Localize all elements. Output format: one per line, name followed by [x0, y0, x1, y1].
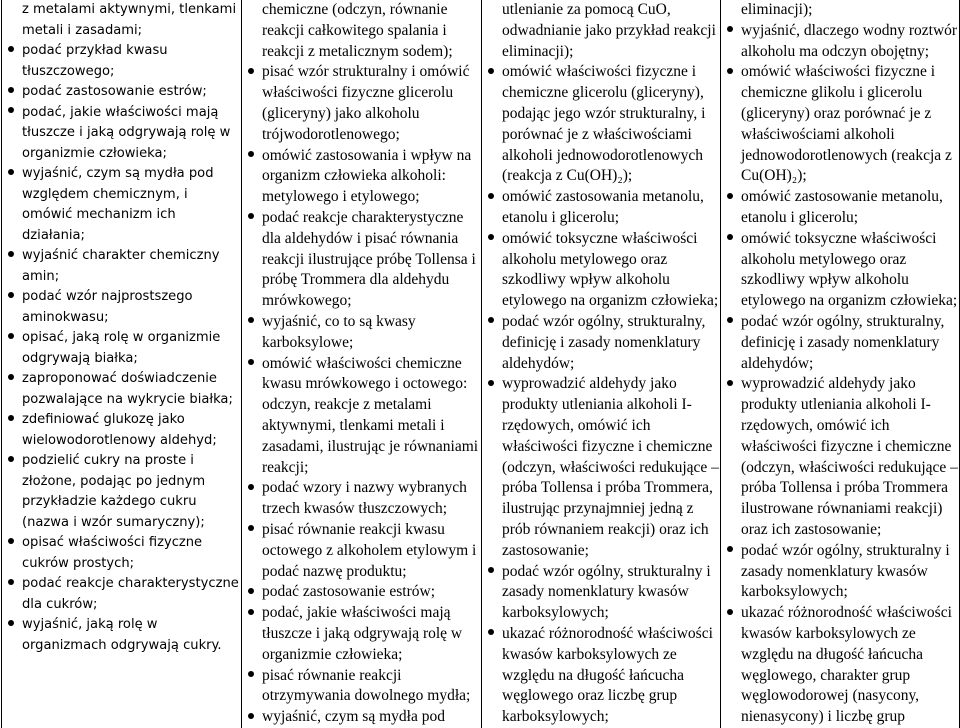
- bullet-icon: [8, 615, 18, 636]
- item-text: omówić toksyczne właściwości alkoholu metylowego oraz szkodliwy wpływ alkoholu etylowego na organizm człowieka;: [502, 229, 719, 310]
- item-text: podać przykład kwasu tłuszczowego;: [22, 43, 168, 79]
- list-item: [488, 374, 720, 561]
- item-text: wyjaśnić, jaką rolę w organizmach odgrywają cukry.: [22, 617, 222, 653]
- column-3: [482, 0, 721, 728]
- bullet-icon: [488, 624, 498, 645]
- item-text: eliminacji);: [741, 1, 813, 18]
- bullet-icon: [8, 287, 18, 308]
- list-item: [488, 62, 720, 187]
- item-text: podzielić cukry na proste i złożone, podając po jednym przykładzie każdego cukru (nazwa i wzór sumaryczny);: [22, 453, 206, 530]
- list-item: [727, 229, 959, 312]
- item-text: pisać równanie reakcji otrzymywania dowolnego mydła;: [262, 666, 471, 705]
- bullet-icon: [727, 62, 737, 83]
- bullet-icon: [248, 666, 258, 687]
- bullet-icon: [488, 374, 498, 395]
- bullet-icon: [727, 374, 737, 395]
- bullet-icon: [248, 520, 258, 541]
- bullet-icon: [488, 312, 498, 333]
- list-item: [727, 187, 959, 229]
- list-item: [248, 478, 481, 520]
- column-2: [242, 0, 482, 728]
- item-text: zaproponować doświadczenie pozwalające na wykrycie białka;: [22, 371, 233, 407]
- list-item: [248, 582, 481, 603]
- list-item-continuation: [727, 0, 959, 21]
- bullet-icon: [248, 582, 258, 603]
- item-text: podać zastosowanie estrów;: [22, 84, 207, 99]
- bullet-icon: [727, 312, 737, 333]
- column-4: [721, 0, 960, 728]
- bullet-icon: [248, 478, 258, 499]
- item-text: opisać, jaką rolę w organizmie odgrywają białka;: [22, 330, 221, 366]
- item-text: ukazać różnorodność właściwości kwasów karboksylowych ze względu na długość łańcucha węglowego, charakter grup węglowodorowej (nasycony, nienasycony) i liczbę grup: [741, 604, 952, 726]
- item-text: omówić zastosowania i wpływ na organizm człowieka alkoholi: metylowego i etylowego;: [262, 146, 472, 206]
- item-text: podać wzór ogólny, strukturalny, definicję i zasady nomenklatury aldehydów;: [502, 312, 706, 372]
- bullet-icon: [248, 603, 258, 624]
- bullet-icon: [488, 229, 498, 250]
- bullet-icon: [488, 62, 498, 83]
- list-item: [488, 562, 720, 624]
- bullet-icon: [727, 541, 737, 562]
- bullet-icon: [8, 103, 18, 124]
- column-1: [2, 0, 242, 728]
- list-item: [727, 62, 959, 187]
- list-item: [727, 603, 959, 728]
- list-item: [8, 287, 241, 328]
- item-text: omówić właściwości fizyczne i chemiczne glikolu i glicerolu (gliceryny) oraz porównać je z właściwościami alkoholi jednowodorotlenowych (reakcja z Cu(OH)₂);: [741, 63, 952, 185]
- bullet-icon: [248, 707, 258, 728]
- item-text: wyjaśnić, czym są mydła pod: [262, 708, 445, 726]
- bullet-icon: [727, 229, 737, 250]
- item-text: wyprowadzić aldehydy jako produkty utleniania alkoholi I-rzędowych, omówić ich właściwości fizyczne i chemiczne (odczyn, właściwości redukujące – próba Tollensa i próba Trommera, ilustrując przynajmniej jedną z prób równaniem reakcji) oraz ich zastosowanie;: [502, 375, 719, 559]
- bullet-icon: [8, 369, 18, 390]
- item-text: omówić właściwości fizyczne i chemiczne glicerolu (gliceryny), podając jego wzór strukturalny, i porównać je z właściwościami alkoholi jednowodorotlenowych (reakcja z Cu(OH)₂);: [502, 63, 706, 185]
- bullet-icon: [8, 164, 18, 185]
- list-item: [488, 187, 720, 229]
- list-item: [8, 410, 241, 451]
- bullet-icon: [248, 354, 258, 375]
- list-item: [488, 229, 720, 312]
- bullet-icon: [248, 146, 258, 167]
- bullet-icon: [488, 187, 498, 208]
- list-item: [727, 541, 959, 603]
- item-text: podać reakcje charakterystyczne dla cukrów;: [22, 576, 239, 612]
- column-2-list: [248, 0, 481, 728]
- bullet-icon: [8, 410, 18, 431]
- bullet-icon: [248, 208, 258, 229]
- list-item: [248, 666, 481, 708]
- bullet-icon: [727, 187, 737, 208]
- item-text: opisać właściwości fizyczne cukrów prostych;: [22, 535, 203, 571]
- list-item: [8, 615, 241, 656]
- bullet-icon: [248, 62, 258, 83]
- item-text: omówić zastosowanie metanolu, etanolu i glicerolu;: [741, 188, 943, 226]
- list-item-continuation: [248, 0, 481, 62]
- item-text: ukazać różnorodność właściwości kwasów karboksylowych ze względu na długość łańcucha węglowego oraz liczbę grup karboksylowych;: [502, 624, 713, 726]
- bullet-icon: [8, 82, 18, 103]
- list-item: [8, 41, 241, 82]
- list-item-continuation: [488, 0, 720, 62]
- list-item: [727, 21, 959, 63]
- column-4-list: [727, 0, 959, 728]
- bullet-icon: [248, 312, 258, 333]
- item-text: podać zastosowanie estrów;: [262, 583, 436, 601]
- item-text: wyjaśnić charakter chemiczny amin;: [22, 248, 220, 284]
- bullet-icon: [8, 533, 18, 554]
- item-text: wyjaśnić, co to są kwasy karboksylowe;: [262, 312, 416, 351]
- list-item: [8, 328, 241, 369]
- list-item: [8, 82, 241, 103]
- list-item: [727, 312, 959, 374]
- list-item: [8, 369, 241, 410]
- item-text: omówić zastosowania metanolu, etanolu i glicerolu;: [502, 188, 704, 226]
- item-text: zdefiniować glukozę jako wielowodorotlenowy aldehyd;: [22, 412, 217, 448]
- list-item-continuation: [8, 0, 241, 41]
- item-text: podać, jakie właściwości mają tłuszcze i jaką odgrywają rolę w organizmie człowieka;: [262, 604, 463, 663]
- list-item: [248, 707, 481, 728]
- item-text: podać wzór ogólny, strukturalny i zasady nomenklatury kwasów karboksylowych;: [502, 562, 711, 622]
- bullet-icon: [488, 562, 498, 583]
- item-text: wyprowadzić aldehydy jako produkty utleniania alkoholi I-rzędowych, omówić ich właściwości fizyczne i chemiczne (odczyn, właściwości redukujące – próba Tollensa i próba Trommera ilustrowane równaniami reakcji) oraz ich zastosowanie;: [741, 375, 958, 538]
- item-text: z metalami aktywnymi, tlenkami metali i zasadami;: [22, 2, 237, 38]
- column-1-list: [8, 0, 241, 656]
- item-text: pisać wzór strukturalny i omówić właściwości fizyczne glicerolu (gliceryny) jako alkoholu trójwodorotlenowego;: [262, 63, 470, 143]
- item-text: chemiczne (odczyn, równanie reakcji całkowitego spalania i reakcji z metalicznym sodem);: [262, 1, 453, 60]
- list-item: [248, 312, 481, 354]
- list-item: [8, 246, 241, 287]
- item-text: wyjaśnić, czym są mydła pod względem chemicznym, i omówić mechanizm ich działania;: [22, 166, 214, 243]
- column-3-list: [488, 0, 720, 728]
- bullet-icon: [8, 451, 18, 472]
- item-text: podać wzór ogólny, strukturalny, definicję i zasady nomenklatury aldehydów;: [741, 312, 945, 372]
- list-item: [8, 451, 241, 533]
- bullet-icon: [8, 246, 18, 267]
- curriculum-table: [1, 0, 960, 728]
- bullet-icon: [8, 574, 18, 595]
- bullet-icon: [8, 328, 18, 349]
- list-item: [248, 520, 481, 582]
- list-item: [488, 624, 720, 728]
- list-item: [248, 146, 481, 208]
- item-text: podać wzór najprostszego aminokwasu;: [22, 289, 193, 325]
- bullet-icon: [727, 21, 737, 42]
- list-item: [8, 103, 241, 165]
- item-text: utlenianie za pomocą CuO, odwadnianie jako przykład reakcji eliminacji);: [502, 1, 716, 60]
- list-item: [248, 208, 481, 312]
- table-row: [2, 0, 960, 728]
- list-item: [8, 574, 241, 615]
- item-text: wyjaśnić, dlaczego wodny roztwór alkoholu ma odczyn obojętny;: [741, 21, 958, 60]
- list-item: [248, 62, 481, 145]
- list-item: [8, 164, 241, 246]
- item-text: podać reakcje charakterystyczne dla aldehydów i pisać równania reakcji ilustrujące próbę Tollensa i próbę Trommera dla aldehydu mrówkowego;: [262, 208, 476, 310]
- list-item: [248, 603, 481, 665]
- bullet-icon: [727, 603, 737, 624]
- item-text: omówić właściwości chemiczne kwasu mrówkowego i octowego: odczyn, reakcje z metalami aktywnymi, tlenkami metali i zasadami, ilustrując je równaniami reakcji;: [262, 354, 479, 476]
- item-text: omówić toksyczne właściwości alkoholu metylowego oraz szkodliwy wpływ alkoholu etylowego na organizm człowieka;: [741, 229, 958, 310]
- item-text: podać wzór ogólny, strukturalny i zasady nomenklatury kwasów karboksylowych;: [741, 541, 950, 601]
- list-item: [727, 374, 959, 540]
- list-item: [8, 533, 241, 574]
- list-item: [488, 312, 720, 374]
- item-text: podać wzory i nazwy wybranych trzech kwasów tłuszczowych;: [262, 479, 467, 518]
- list-item: [248, 354, 481, 479]
- item-text: pisać równanie reakcji kwasu octowego z alkoholem etylowym i podać nazwę produktu;: [262, 520, 477, 580]
- item-text: podać, jakie właściwości mają tłuszcze i jaką odgrywają rolę w organizmie człowieka;: [22, 104, 231, 161]
- bullet-icon: [8, 41, 18, 62]
